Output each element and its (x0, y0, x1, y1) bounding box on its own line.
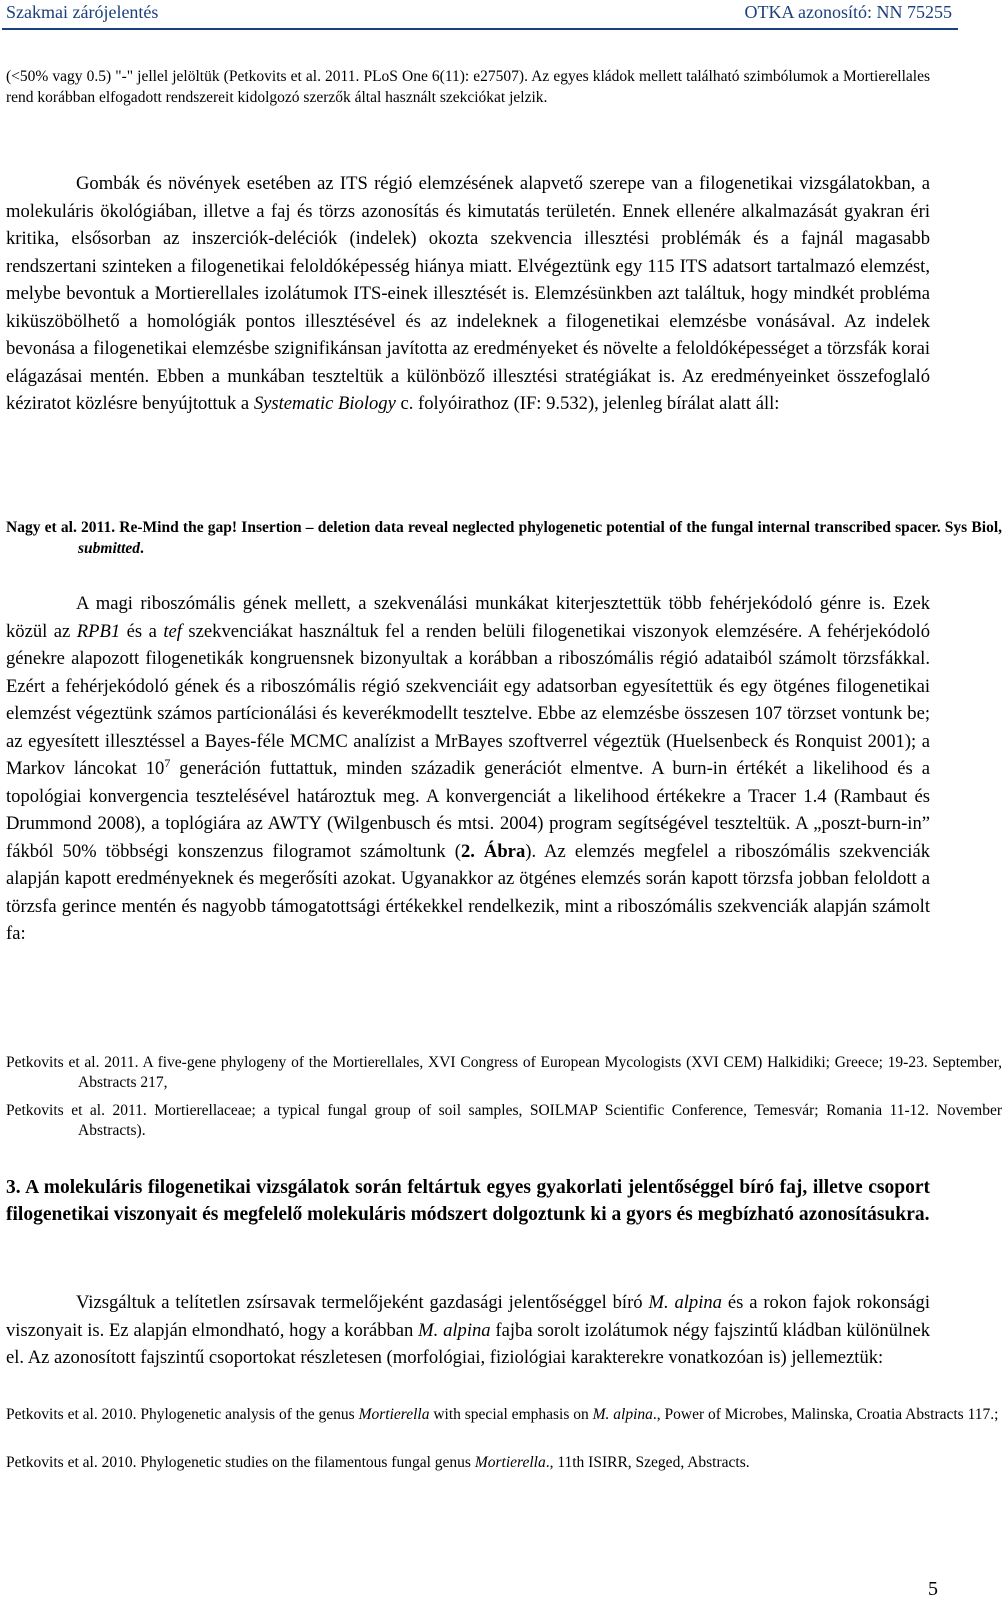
paragraph-alpina (6, 1289, 930, 1372)
ref-nagy-text: Nagy et al. 2011. Re-Mind the gap! Insertion – deletion data reveal neglected phylogenetic potential of the fungal internal transcribed spacer. Sys Biol, (6, 519, 1002, 536)
ref2010a-c: ., Power of Microbes, Malinska, Croatia Abstracts 117.; (652, 1406, 999, 1423)
paragraph-its (6, 170, 930, 418)
ref2010a-a: Petkovits et al. 2010. Phylogenetic analysis of the genus (6, 1406, 355, 1423)
rpb-exponent: 7 (164, 755, 171, 770)
alpina-p3: fajba sorolt izolátumok négy fajszintű kládban különülnek el. Az azonosított fajszintű csoportokat részletesen (morfológiai, fiziológiai karakterekre vonatkozóan is) jellemeztük: (6, 1319, 930, 1368)
ref2010b-a: Petkovits et al. 2010. Phylogenetic studies on the filamentous fungal genus (6, 1454, 471, 1471)
alpina-sp2: M. alpina (418, 1319, 491, 1341)
alpina-p1: Vizsgáltuk a telítetlen zsírsavak termelőjeként gazdasági jelentőséggel bíró (76, 1292, 643, 1313)
reference-nagy-2011 (6, 517, 1002, 559)
rpb-p3: szekvenciákat használtuk fel a renden belüli filogenetikai viszonyok elemzésére. A fehérjekódoló génekre alapozott filogenetikák kongruensnek bizonyultak a korábban a riboszómális régió adataiból számolt törzsfákkal. Ezért a fehérjekódoló gének és a riboszómális régió szekvenciáit egy adatsorban egyesítettük és egy ötgénes filogenetikai elemzést végeztünk számos partícionálási és keverékmodellt tesztelve. Ebbe az elemzésbe összesen 107 törzset vontunk be; az egyesített illesztéssel a Bayes-féle MCMC analízist a MrBayes szoftverrel végeztük (Huelsenbeck és Ronquist 2001); a Markov láncokat 10 (6, 620, 931, 779)
its-text: Gombák és növények esetében az ITS régió elemzésének alapvető szerepe van a filogenetikai vizsgálatokban, a molekuláris ökológiában, illetve a faj és törzs azonosítás és kimutatás területén. Ennek ellenére alkalmazását gyakran éri kritika, elsősorban az inszerciók-deléciók (indelek) okozta szekvencia illesztési problémák és a fajnál magasabb rendszertani szinteken a filogenetikai feloldóképesség hiánya miatt. Elvégeztünk egy 115 ITS adatsort tartalmazó elemzést, melybe bevontuk a Mortierellales izolátumok ITS-einek illesztését is. Elemzésünkben azt találtuk, hogy mindkét probléma kiküszöbölhető a homológiák pontos illesztésével és az indeleknek a filogenetikai elemzésbe vonásával. Az indelek bevonása a filogenetikai elemzésbe szignifikánsan javította az eredményeket és növelte a feloldóképességet a törzsfák korai elágazásai mentén. Ebben a munkában teszteltük a különböző illesztési stratégiákat is. Az eredményeinket összefoglaló kéziratot közlésre benyújtottuk a (6, 173, 930, 414)
rpb-figure-ref: 2. Ábra (460, 840, 526, 862)
intro-paragraph: (<50% vagy 0.5) "-" jellel jelöltük (Petkovits et al. 2011. PLoS One 6(11): e27507). Az egyes kládok mellett található szimbólumok a Mortierellales rend korábban elfogadott rendszereit kidolgozó szerzők által használt szekciókat jelzik. (6, 68, 930, 106)
header-report-title: Szakmai zárójelentés (6, 2, 159, 22)
alpina-p2: és a rokon fajok rokonsági viszonyait is. Ez alapján elmondható, hogy a korábban (6, 1292, 930, 1341)
rpb-p2: és a (126, 620, 157, 642)
rpb-p5: ). Az elemzés megfelel a riboszómális szekvenciák alapján kapott eredményeknek és megerősíti azokat. Ugyanakkor az ötgénes elemzés során kapott törzsfa jobban feloldott a törzsfa gerince mentén és nagyobb támogatottsági értékekkel rendelkezik, mint a riboszómális szekvenciák alapján számolt fa: (6, 840, 931, 944)
its-tail: c. folyóirathoz (IF: 9.532), jelenleg bírálat alatt áll: (400, 393, 780, 414)
reference-petkovits-2011-b: Petkovits et al. 2011. Mortierellaceae; a typical fungal group of soil samples, SOILMAP Scientific Conference, Temesvár; Romania 11-12. November Abstracts). (6, 1102, 1002, 1139)
ref-nagy-status: submitted (78, 540, 141, 557)
ref-nagy-end: . (140, 540, 144, 557)
reference-petkovits-2010-a (6, 1405, 1002, 1425)
rpb-gene2: tef (163, 620, 182, 642)
reference-petkovits-2011-a: Petkovits et al. 2011. A five-gene phylogeny of the Mortierellales, XVI Congress of European Mycologists (XVI CEM) Halkidiki; Greece; 19-23. September, Abstracts 217, (6, 1054, 1002, 1091)
rpb-gene1: RPB1 (76, 620, 121, 642)
page-header (0, 0, 960, 26)
page-number: 5 (928, 1578, 938, 1600)
ref2010b-c: ., 11th ISIRR, Szeged, Abstracts. (545, 1454, 750, 1471)
section-3-heading: 3. A molekuláris filogenetikai vizsgálatok során feltártuk egyes gyakorlati jelentőséggel bíró faj, illetve csoport filogenetikai viszonyait és megfelelő molekuláris módszert dolgoztunk ki a gyors és megbízható azonosításukra. (6, 1177, 930, 1225)
paragraph-rpb (6, 590, 930, 948)
ref2010a-species: M. alpina (592, 1406, 653, 1423)
its-journal: Systematic Biology (253, 393, 396, 414)
header-divider (2, 28, 958, 30)
rpb-p1: A magi riboszómális gének mellett, a szekvenálási munkákat kiterjesztettük több fehérjekódoló génre is. Ezek közül az (6, 593, 930, 642)
ref2010b-genus: Mortierella (474, 1454, 546, 1471)
ref2010a-genus: Mortierella (358, 1406, 430, 1423)
reference-petkovits-2010-b (6, 1453, 1002, 1473)
ref2010a-b: with special emphasis on (433, 1406, 589, 1423)
header-otka-id: OTKA azonosító: NN 75255 (744, 2, 952, 22)
alpina-sp1: M. alpina (648, 1292, 722, 1313)
rpb-p4: generáción futtattuk, minden századik generációt elmentve. A burn-in értékét a likelihood és a topológiai konvergencia tesztelésével határoztuk meg. A konvergenciát a likelihood értékekre a Tracer 1.4 (Rambaut és Drummond 2008), a toplógiára az AWTY (Wilgenbusch és mtsi. 2004) program segítségével teszteltük. A „poszt-burn-in” fákból 50% többségi konszenzus filogramot számoltunk ( (6, 758, 930, 862)
